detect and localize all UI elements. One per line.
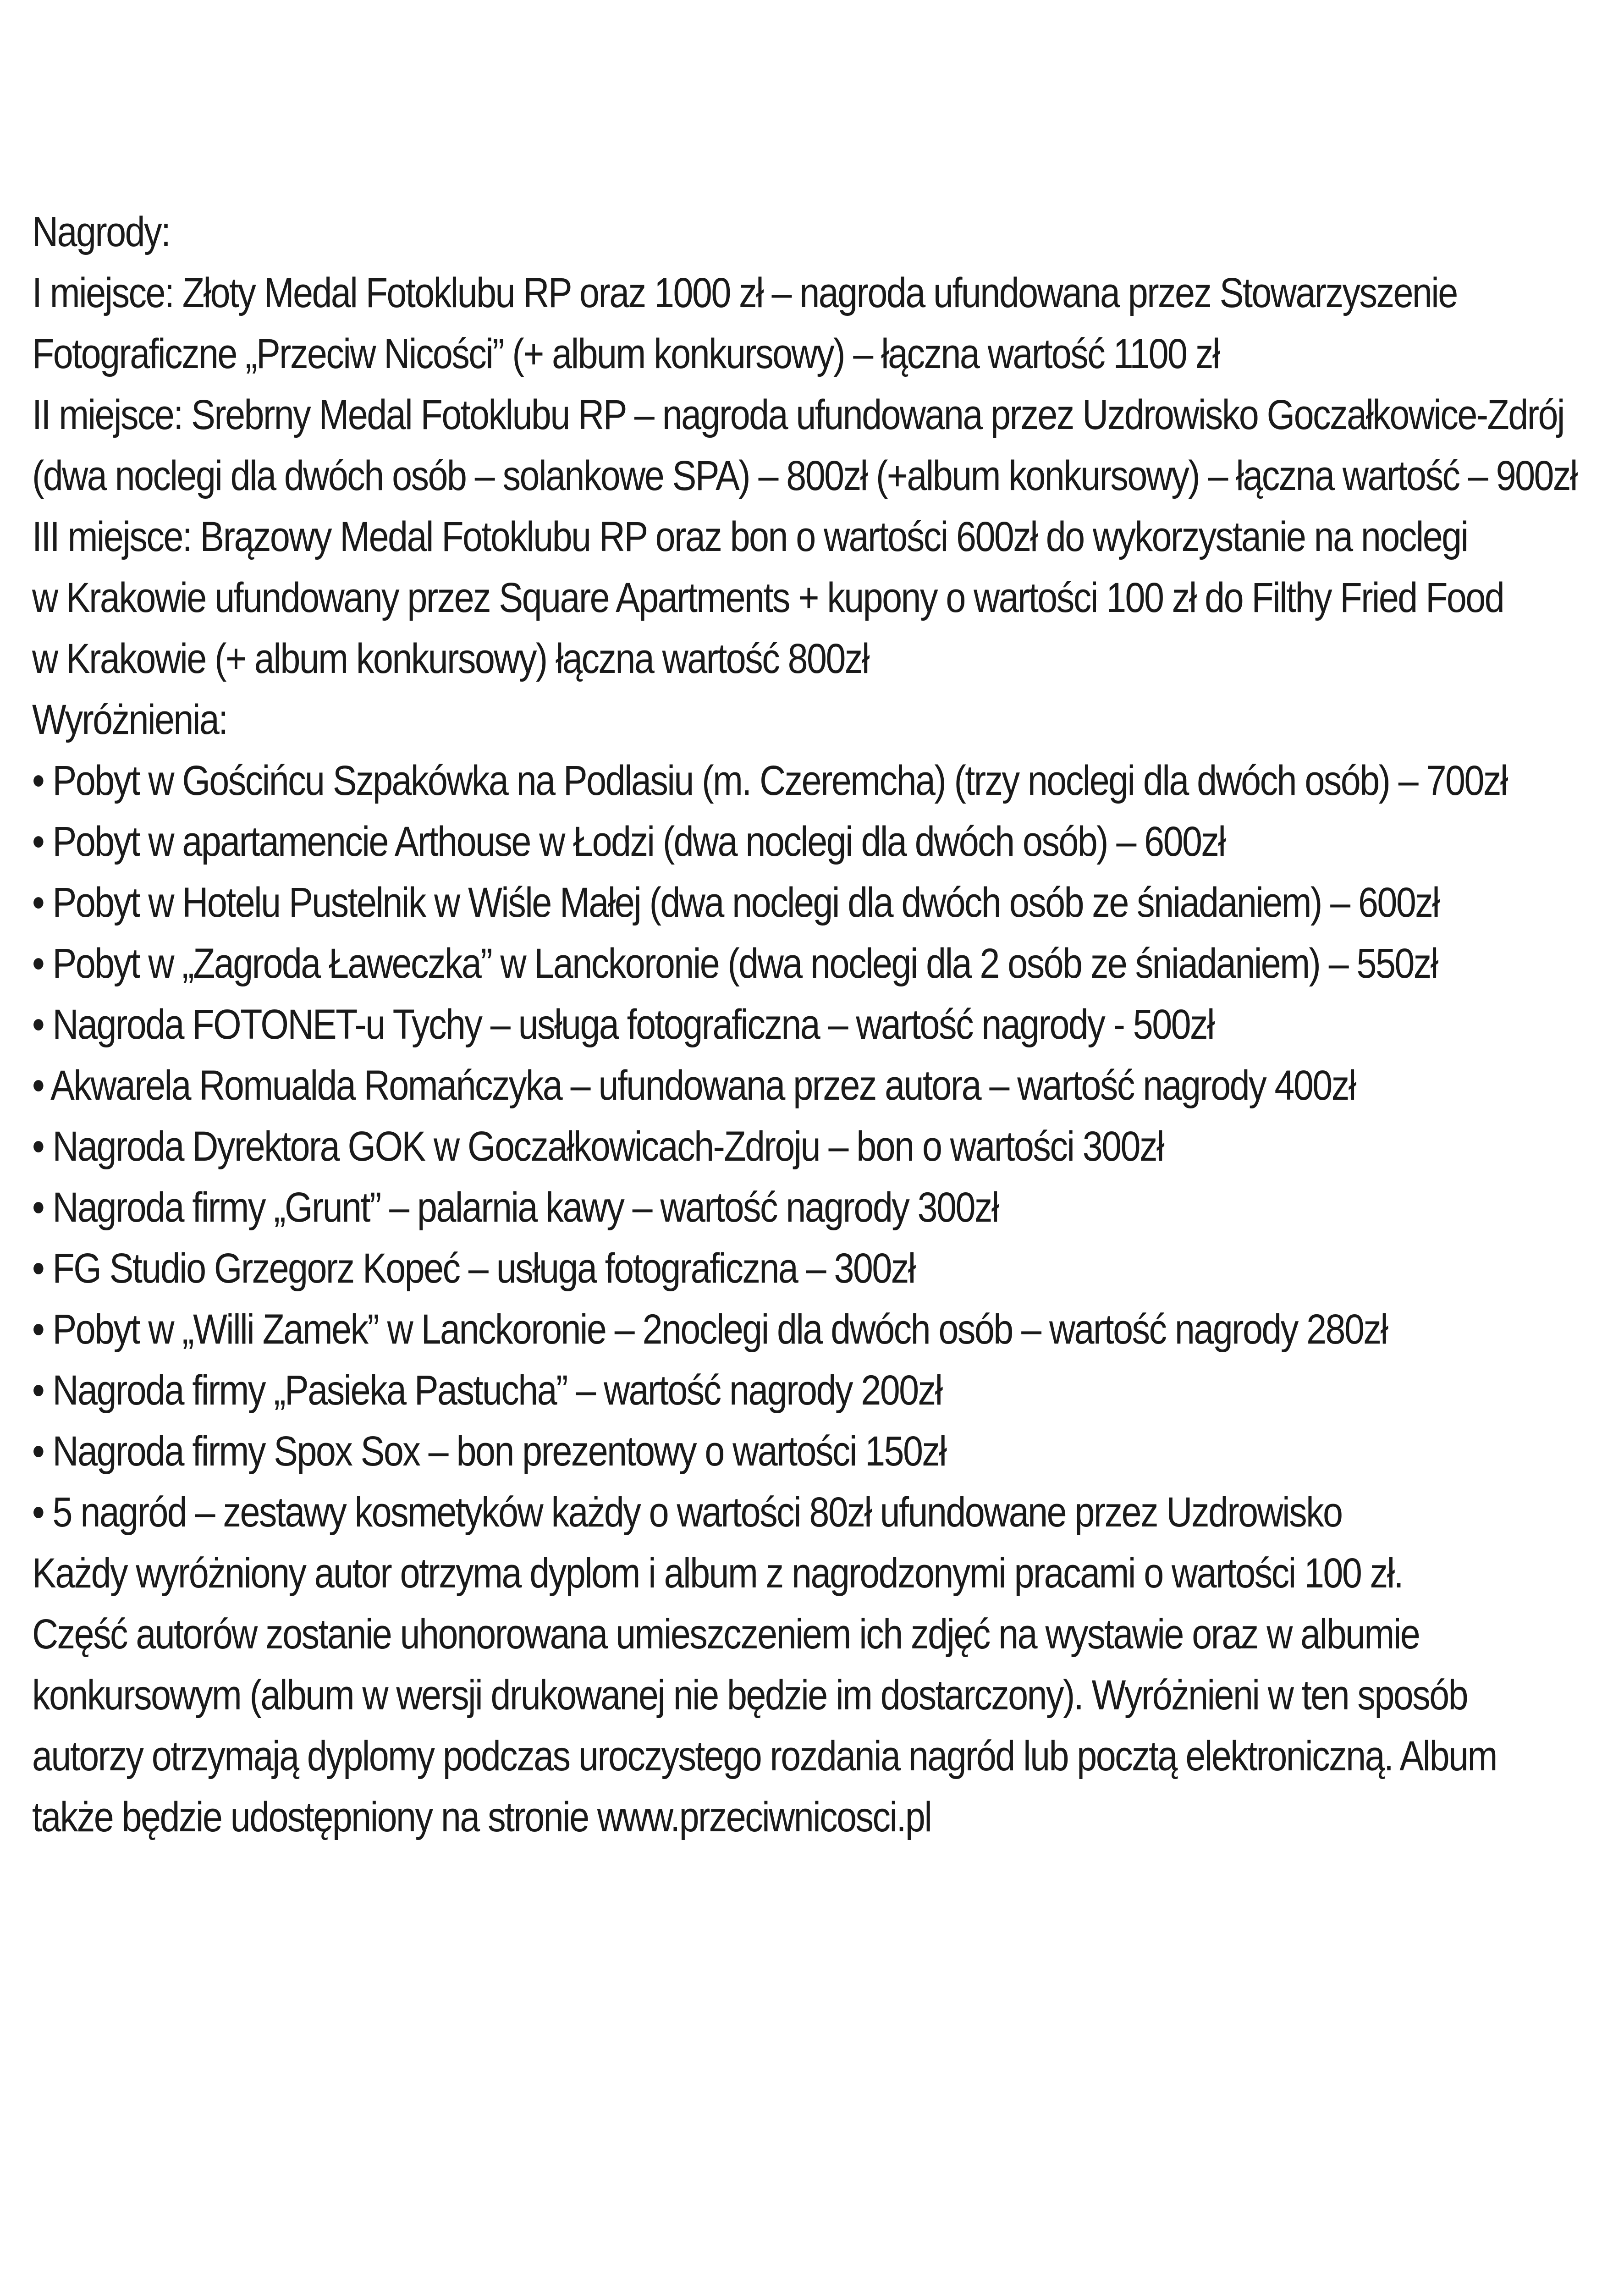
distinction-item	[32, 1177, 1593, 1238]
distinction-text: 5 nagród – zestawy kosmetyków każdy o wartości 80zł ufundowane przez Uzdrowisko	[52, 1489, 1342, 1536]
prize-line: w Krakowie ufundowany przez Square Apartments + kupony o wartości 100 zł do Filthy Fried Food	[32, 574, 1504, 621]
bullet-icon: •	[32, 818, 44, 865]
distinction-text: Nagroda FOTONET-u Tychy – usługa fotograficzna – wartość nagrody - 500zł	[52, 1001, 1214, 1048]
distinction-item	[32, 1482, 1593, 1543]
distinction-item	[32, 1299, 1593, 1360]
bullet-icon: •	[32, 940, 44, 987]
bullet-icon: •	[32, 1367, 44, 1414]
distinction-item	[32, 994, 1593, 1055]
prize-line: w Krakowie (+ album konkursowy) łączna wartość 800zł	[32, 635, 869, 682]
distinction-text: FG Studio Grzegorz Kopeć – usługa fotograficzna – 300zł	[52, 1245, 915, 1292]
distinction-text: Nagroda firmy „Pasieka Pastucha” – wartość nagrody 200zł	[52, 1367, 942, 1414]
distinction-text: Pobyt w Hotelu Pustelnik w Wiśle Małej (dwa noclegi dla dwóch osób ze śniadaniem) – 600zł	[52, 879, 1439, 926]
prize-line: I miejsce: Złoty Medal Fotoklubu RP oraz 1000 zł – nagroda ufundowana przez Stowarzyszenie	[32, 270, 1457, 316]
distinction-item	[32, 1421, 1593, 1482]
distinction-item	[32, 872, 1593, 933]
distinction-text: Nagroda Dyrektora GOK w Goczałkowicach-Zdroju – bon o wartości 300zł	[52, 1123, 1163, 1170]
distinction-text: Nagroda firmy „Grunt” – palarnia kawy – wartość nagrody 300zł	[52, 1184, 998, 1231]
bullet-icon: •	[32, 1062, 44, 1109]
distinction-text: Akwarela Romualda Romańczyka – ufundowana przez autora – wartość nagrody 400zł	[50, 1062, 1355, 1109]
bullet-icon: •	[32, 1184, 44, 1231]
prize-line: II miejsce: Srebrny Medal Fotoklubu RP – nagroda ufundowana przez Uzdrowisko Goczałkowice-Zdrój	[32, 391, 1564, 438]
closing-line: Każdy wyróżniony autor otrzyma dyplom i album z nagrodzonymi pracami o wartości 100 zł.	[32, 1550, 1403, 1597]
bullet-icon: •	[32, 757, 44, 804]
distinction-item	[32, 1360, 1593, 1421]
bullet-icon: •	[32, 1306, 44, 1353]
bullet-icon: •	[32, 1123, 44, 1170]
distinction-text: Pobyt w Gościńcu Szpakówka na Podlasiu (m. Czeremcha) (trzy noclegi dla dwóch osób) – 700zł	[52, 757, 1507, 804]
distinction-item	[32, 933, 1593, 994]
closing-line: także będzie udostępniony na stronie www.przeciwnicosci.pl	[32, 1794, 931, 1840]
distinctions-heading: Wyróżnienia:	[32, 696, 227, 743]
prizes-heading: Nagrody:	[32, 209, 170, 255]
prize-line: Fotograficzne „Przeciw Nicości” (+ album konkursowy) – łączna wartość 1100 zł	[32, 331, 1219, 377]
distinction-item	[32, 1116, 1593, 1177]
bullet-icon: •	[32, 1428, 44, 1475]
document-page	[32, 202, 1593, 1848]
closing-line: konkursowym (album w wersji drukowanej nie będzie im dostarczony). Wyróżnieni w ten sposób	[32, 1672, 1468, 1719]
bullet-icon: •	[32, 1489, 44, 1536]
distinction-item	[32, 1238, 1593, 1299]
distinction-text: Pobyt w apartamencie Arthouse w Łodzi (dwa noclegi dla dwóch osób) – 600zł	[52, 818, 1225, 865]
distinction-text: Pobyt w „Willi Zamek” w Lanckoronie – 2noclegi dla dwóch osób – wartość nagrody 280zł	[52, 1306, 1387, 1353]
distinction-item	[32, 750, 1593, 811]
prize-line: III miejsce: Brązowy Medal Fotoklubu RP oraz bon o wartości 600zł do wykorzystanie na noclegi	[32, 513, 1468, 560]
bullet-icon: •	[32, 1245, 44, 1292]
distinction-item	[32, 1055, 1593, 1116]
prize-line: (dwa noclegi dla dwóch osób – solankowe SPA) – 800zł (+album konkursowy) – łączna wartość – 900zł	[32, 452, 1577, 499]
distinction-text: Pobyt w „Zagroda Ławeczka” w Lanckoronie (dwa noclegi dla 2 osób ze śniadaniem) – 550zł	[52, 940, 1437, 987]
bullet-icon: •	[32, 879, 44, 926]
bullet-icon: •	[32, 1001, 44, 1048]
closing-line: Część autorów zostanie uhonorowana umieszczeniem ich zdjęć na wystawie oraz w albumie	[32, 1611, 1420, 1658]
distinction-item	[32, 811, 1593, 872]
closing-line: autorzy otrzymają dyplomy podczas uroczystego rozdania nagród lub pocztą elektroniczną. Album	[32, 1733, 1497, 1780]
distinction-text: Nagroda firmy Spox Sox – bon prezentowy o wartości 150zł	[52, 1428, 946, 1475]
